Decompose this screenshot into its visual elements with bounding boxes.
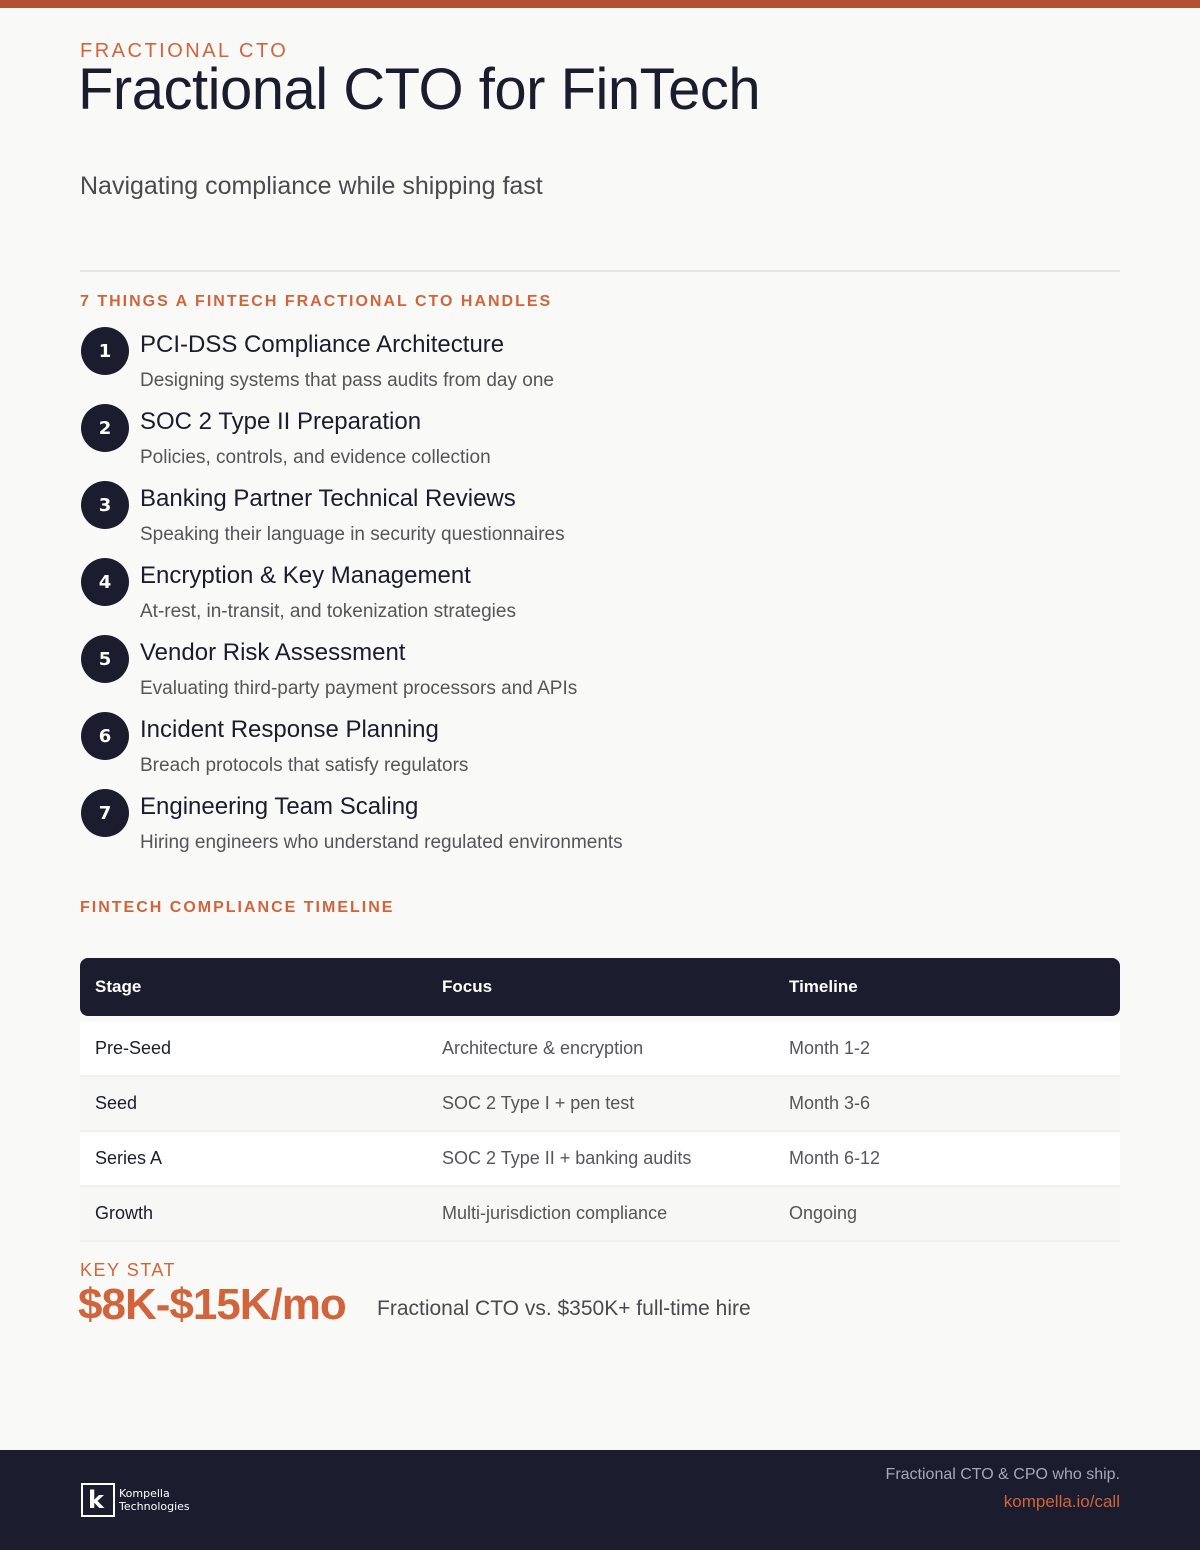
page-subtitle: Navigating compliance while shipping fast [80,172,543,200]
column-header-focus: Focus [442,977,493,996]
top-accent-bar [0,0,1200,8]
list-item [80,326,1120,403]
list-item-title: Banking Partner Technical Reviews [140,485,516,512]
column-header-timeline: Timeline [789,977,858,996]
eyebrow-label: FRACTIONAL CTO [80,40,289,62]
company-logo [81,1483,190,1517]
cell-timeline: Month 6-12 [789,1148,881,1168]
cell-focus: Multi-jurisdiction compliance [442,1203,668,1223]
list-item-desc: Policies, controls, and evidence collection [140,447,491,468]
list-item-desc: At-rest, in-transit, and tokenization strategies [140,601,516,622]
table-row [80,1132,1120,1187]
logo-wordmark: Kompella Technologies [119,1487,190,1513]
list-item-title: Engineering Team Scaling [140,793,419,820]
page-title: Fractional CTO for FinTech [78,57,761,122]
cell-timeline: Month 1-2 [789,1038,871,1058]
list-item [80,557,1120,634]
column-header-stage: Stage [95,977,142,996]
number-badge: 7 [81,789,129,837]
logo-k-icon: k [81,1483,115,1517]
cell-timeline: Ongoing [789,1203,858,1223]
number-badge: 6 [81,712,129,760]
list-item [80,480,1120,557]
list-item [80,788,1120,865]
key-stat-desc: Fractional CTO vs. $350K+ full-time hire [377,1297,751,1320]
cell-stage: Growth [95,1203,154,1223]
number-badge: 4 [81,558,129,606]
table-row [80,1077,1120,1132]
cell-stage: Pre-Seed [95,1038,172,1058]
list-item-desc: Breach protocols that satisfy regulators [140,755,469,776]
list-item-title: Vendor Risk Assessment [140,639,406,666]
key-stat-value: $8K-$15K/mo [78,1280,346,1329]
timeline-section-heading: FINTECH COMPLIANCE TIMELINE [80,899,395,916]
list-item-title: SOC 2 Type II Preparation [140,408,422,435]
list-item-desc: Speaking their language in security questionnaires [140,524,565,545]
number-badge: 3 [81,481,129,529]
number-badge: 2 [81,404,129,452]
table-row [80,1022,1120,1077]
divider [80,270,1120,272]
list-item-desc: Designing systems that pass audits from day one [140,370,554,391]
cell-focus: Architecture & encryption [442,1038,644,1058]
number-badge: 5 [81,635,129,683]
footer-tagline: Fractional CTO & CPO who ship. [885,1466,1120,1483]
things-list [80,326,1120,865]
list-item [80,634,1120,711]
number-badge: 1 [81,327,129,375]
list-item-title: Incident Response Planning [140,716,439,743]
booking-link[interactable]: kompella.io/call [1003,1492,1120,1511]
table-row [80,1187,1120,1242]
cell-stage: Series A [95,1148,163,1168]
key-stat-label: KEY STAT [80,1260,177,1280]
list-item-title: PCI-DSS Compliance Architecture [140,331,505,358]
cell-timeline: Month 3-6 [789,1093,871,1113]
cell-stage: Seed [95,1093,138,1113]
list-section-heading: 7 THINGS A FINTECH FRACTIONAL CTO HANDLES [80,293,553,310]
footer [0,1450,1200,1550]
list-item-desc: Evaluating third-party payment processors and APIs [140,678,578,699]
list-item [80,403,1120,480]
table-header [80,958,1120,1016]
list-item [80,711,1120,788]
cell-focus: SOC 2 Type II + banking audits [442,1148,692,1168]
compliance-timeline-table [80,958,1120,1242]
list-item-title: Encryption & Key Management [140,562,471,589]
list-item-desc: Hiring engineers who understand regulated environments [140,832,623,853]
cell-focus: SOC 2 Type I + pen test [442,1093,635,1113]
